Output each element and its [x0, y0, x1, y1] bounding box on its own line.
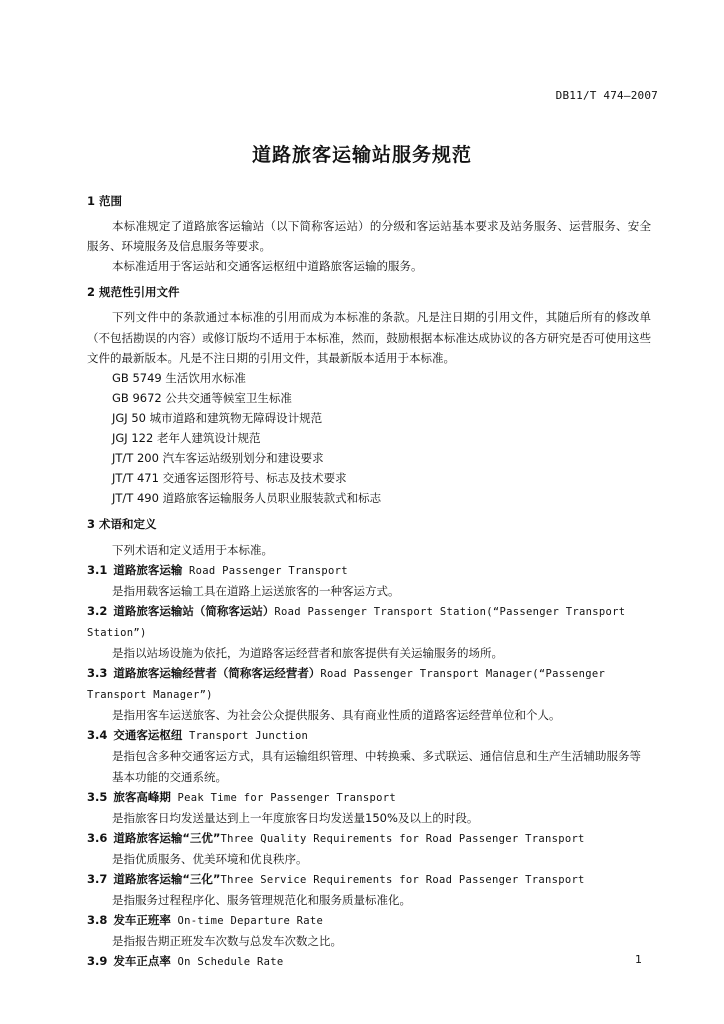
reference-item: GB 9672 公共交通等候室卫生标准 [112, 390, 292, 405]
term-zh: 交通客运枢纽 [113, 728, 183, 743]
page-title: 道路旅客运输站服务规范 [251, 144, 472, 166]
page-number: 1 [635, 953, 642, 966]
term-en: Road Passenger Transport [182, 564, 348, 577]
term-number: 3.2 [87, 603, 108, 618]
reference-item: GB 5749 生活饮用水标准 [112, 370, 246, 385]
term-definition: 是指以站场设施为依托，为道路客运经营者和旅客提供有关运输服务的场所。 [112, 645, 503, 660]
term-definition: 是指用客车运送旅客、为社会公众提供服务、具有商业性质的道路客运经营单位和个人。 [112, 708, 561, 723]
term-en: On Schedule Rate [170, 956, 284, 969]
term-definition: 是指旅客日均发送量达到上一年度旅客日均发送量150%及以上的时段。 [112, 810, 479, 825]
term-zh: 道路旅客运输“三化” [113, 872, 221, 886]
standard-number: DB11/T 474—2007 [555, 89, 658, 102]
term-number: 3.8 [87, 913, 108, 928]
term-en: Three Service Requirements for Road Passenger Transport [220, 874, 585, 886]
term-en: Three Quality Requirements for Road Passenger Transport [220, 832, 585, 845]
term-heading [87, 601, 651, 643]
reference-item: JT/T 200 汽车客运站级别划分和建设要求 [112, 451, 324, 466]
paragraph: 下列术语和定义适用于本标准。 [112, 542, 273, 557]
term-definition: 是指服务过程程序化、服务管理规范化和服务质量标准化。 [112, 893, 411, 908]
term-zh: 发车正点率 [113, 954, 171, 969]
paragraph: 本标准规定了道路旅客运输站（以下简称客运站）的分级和客运站基本要求及站务服务、运营服务、安全服务、环境服务及信息服务等要求。 [87, 219, 651, 254]
term-heading [87, 787, 651, 808]
term-definition: 是指优质服务、优美环境和优良秩序。 [112, 851, 308, 866]
section-heading: 3 术语和定义 [87, 517, 157, 532]
document-body [87, 191, 651, 972]
term-number: 3.4 [87, 728, 108, 743]
term-en: On-time Departure Rate [170, 915, 324, 928]
reference-item: JT/T 471 交通客运图形符号、标志及技术要求 [112, 471, 347, 486]
term-definition: 是指包含多种交通客运方式，具有运输组织管理、中转换乘、多式联运、通信信息和生产生活辅助服务等基本功能的交通系统。 [112, 749, 641, 784]
section-heading: 2 规范性引用文件 [87, 285, 180, 300]
term-zh: 发车正班率 [113, 913, 171, 928]
term-definition: 是指报告期正班发车次数与总发车次数之比。 [112, 934, 342, 949]
term-heading [87, 910, 651, 931]
term-heading [87, 828, 651, 849]
term-number: 3.7 [87, 872, 108, 886]
term-en: Transport Junction [182, 730, 309, 743]
term-heading [87, 869, 651, 890]
term-en: Road Passenger Transport Manager(“Passenger Transport Manager”) [87, 668, 606, 702]
term-zh: 旅客高峰期 [113, 789, 171, 804]
section-heading: 1 范围 [87, 194, 123, 208]
term-zh: 道路旅客运输经营者（简称客运经营者） [113, 666, 321, 681]
term-heading [87, 663, 651, 705]
term-zh: 道路旅客运输“三优” [113, 830, 221, 845]
term-zh: 道路旅客运输站（简称客运站） [113, 603, 275, 618]
term-number: 3.6 [87, 830, 108, 845]
paragraph: 下列文件中的条款通过本标准的引用而成为本标准的条款。凡是注日期的引用文件，其随后所有的修改单（不包括勘误的内容）或修订版均不适用于本标准，然而，鼓励根据本标准达成协议的各方研究是否可使用这些文件的最新版本。凡是不注日期的引用文件，其最新版本适用于本标准。 [87, 310, 651, 365]
term-number: 3.5 [87, 789, 108, 804]
term-heading [87, 560, 651, 581]
term-en: Peak Time for Passenger Transport [170, 791, 397, 804]
reference-item: JGJ 122 老年人建筑设计规范 [112, 431, 261, 446]
term-heading [87, 725, 651, 746]
term-number: 3.9 [87, 954, 108, 969]
paragraph: 本标准适用于客运站和交通客运枢纽中道路旅客运输的服务。 [112, 259, 423, 274]
reference-item: JT/T 490 道路旅客运输服务人员职业服装款式和标志 [112, 491, 382, 506]
term-heading [87, 951, 651, 972]
term-number: 3.1 [87, 562, 108, 577]
reference-item: JGJ 50 城市道路和建筑物无障碍设计规范 [112, 410, 323, 425]
term-zh: 道路旅客运输 [113, 562, 183, 577]
term-definition: 是指用载客运输工具在道路上运送旅客的一种客运方式。 [112, 583, 400, 598]
term-en: Road Passenger Transport Station(“Passenger Transport Station”) [87, 605, 626, 639]
term-number: 3.3 [87, 666, 108, 681]
